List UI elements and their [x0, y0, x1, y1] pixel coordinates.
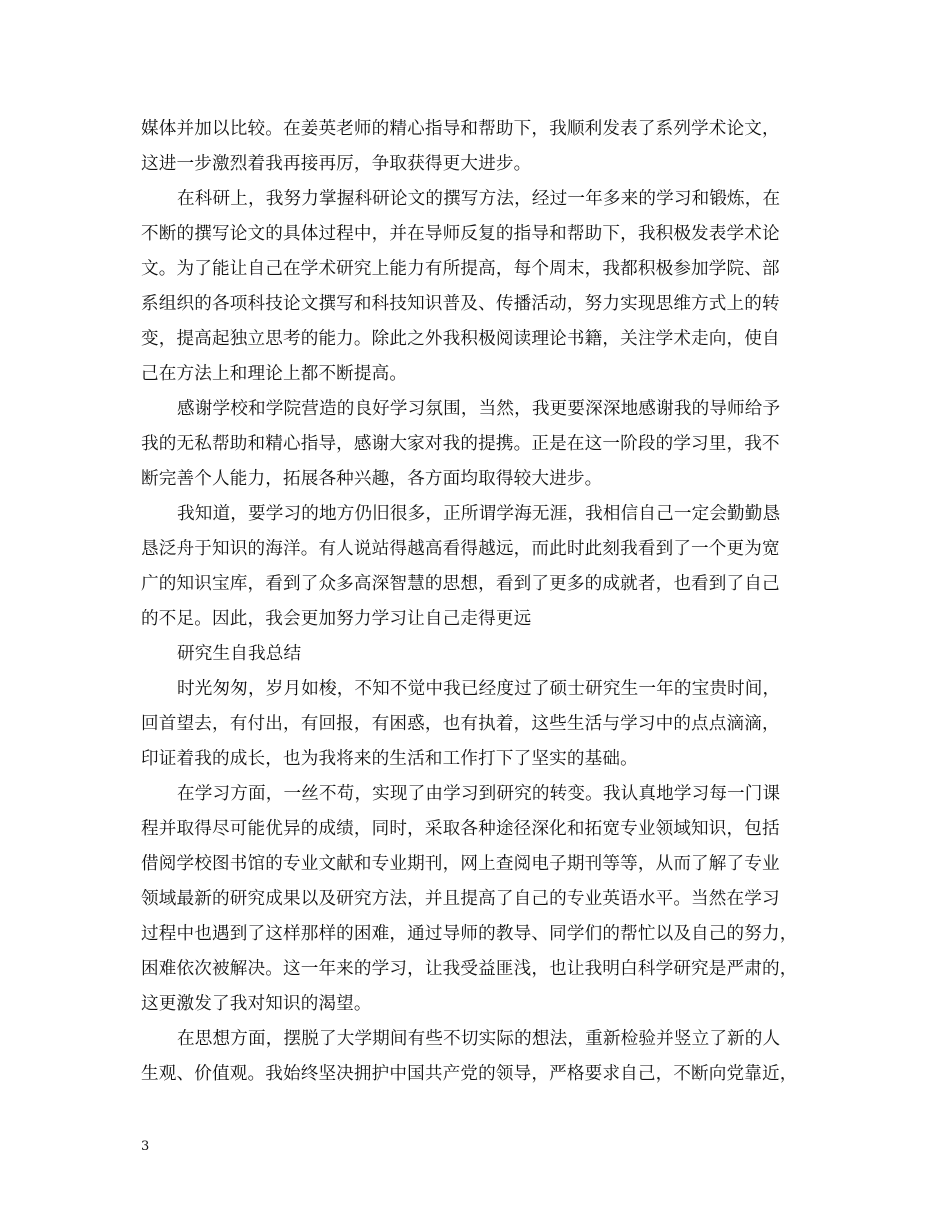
page-number: 3	[141, 1139, 150, 1154]
text-line: 恳泛舟于知识的海洋。有人说站得越高看得越远，而此时此刻我看到了一个更为宽	[141, 539, 780, 559]
text-line: 我的无私帮助和精心指导，感谢大家对我的提携。正是在这一阶段的学习里，我不	[141, 434, 780, 454]
paragraph-start-line: 感谢学校和学院营造的良好学习氛围，当然，我更要深深地感谢我的导师给予	[177, 399, 781, 419]
section-heading: 研究生自我总结	[177, 644, 302, 664]
text-line: 不断的撰写论文的具体过程中，并在导师反复的指导和帮助下，我积极发表学术论	[141, 224, 780, 244]
text-line: 这更激发了我对知识的渴望。	[141, 994, 372, 1014]
text-line: 回首望去，有付出，有回报，有困惑，也有执着，这些生活与学习中的点点滴滴，	[141, 714, 780, 734]
paragraph-start-line: 在学习方面，一丝不苟，实现了由学习到研究的转变。我认真地学习每一门课	[177, 784, 781, 804]
paragraph-start-line: 时光匆匆，岁月如梭，不知不觉中我已经度过了硕士研究生一年的宝贵时间，	[177, 679, 781, 699]
text-line: 困难依次被解决。这一年来的学习，让我受益匪浅，也让我明白科学研究是严肃的，	[141, 959, 798, 979]
text-line: 断完善个人能力，拓展各种兴趣，各方面均取得较大进步。	[141, 469, 603, 489]
text-line: 文。为了能让自己在学术研究上能力有所提高，每个周末，我都积极参加学院、部	[141, 259, 780, 279]
text-line: 系组织的各项科技论文撰写和科技知识普及、传播活动，努力实现思维方式上的转	[141, 294, 780, 314]
text-line: 广的知识宝库，看到了众多高深智慧的思想，看到了更多的成就者，也看到了自己	[141, 574, 780, 594]
text-line: 借阅学校图书馆的专业文献和专业期刊，网上查阅电子期刊等等，从而了解了专业	[141, 854, 780, 874]
text-line: 程并取得尽可能优异的成绩，同时，采取各种途径深化和拓宽专业领域知识，包括	[141, 819, 780, 839]
text-line: 这进一步激烈着我再接再厉，争取获得更大进步。	[141, 154, 532, 174]
text-line: 生观、价值观。我始终坚决拥护中国共产党的领导，严格要求自己，不断向党靠近，	[141, 1064, 798, 1084]
text-line: 媒体并加以比较。在姜英老师的精心指导和帮助下，我顺利发表了系列学术论文，	[141, 119, 780, 139]
paragraph-start-line: 在科研上，我努力掌握科研论文的撰写方法，经过一年多来的学习和锻炼，在	[177, 189, 781, 209]
text-line: 领域最新的研究成果以及研究方法，并且提高了自己的专业英语水平。当然在学习	[141, 889, 780, 909]
text-line: 过程中也遇到了这样那样的困难，通过导师的教导、同学们的帮忙以及自己的努力，	[141, 924, 798, 944]
text-line: 的不足。因此，我会更加努力学习让自己走得更远	[141, 609, 532, 629]
text-line: 变，提高起独立思考的能力。除此之外我积极阅读理论书籍，关注学术走向，使自	[141, 329, 780, 349]
paragraph-start-line: 我知道，要学习的地方仍旧很多，正所谓学海无涯，我相信自己一定会勤勤恳	[177, 504, 781, 524]
text-line: 己在方法上和理论上都不断提高。	[141, 364, 408, 384]
text-line: 印证着我的成长，也为我将来的生活和工作打下了坚实的基础。	[141, 749, 638, 769]
paragraph-start-line: 在思想方面，摆脱了大学期间有些不切实际的想法，重新检验并竖立了新的人	[177, 1029, 781, 1049]
